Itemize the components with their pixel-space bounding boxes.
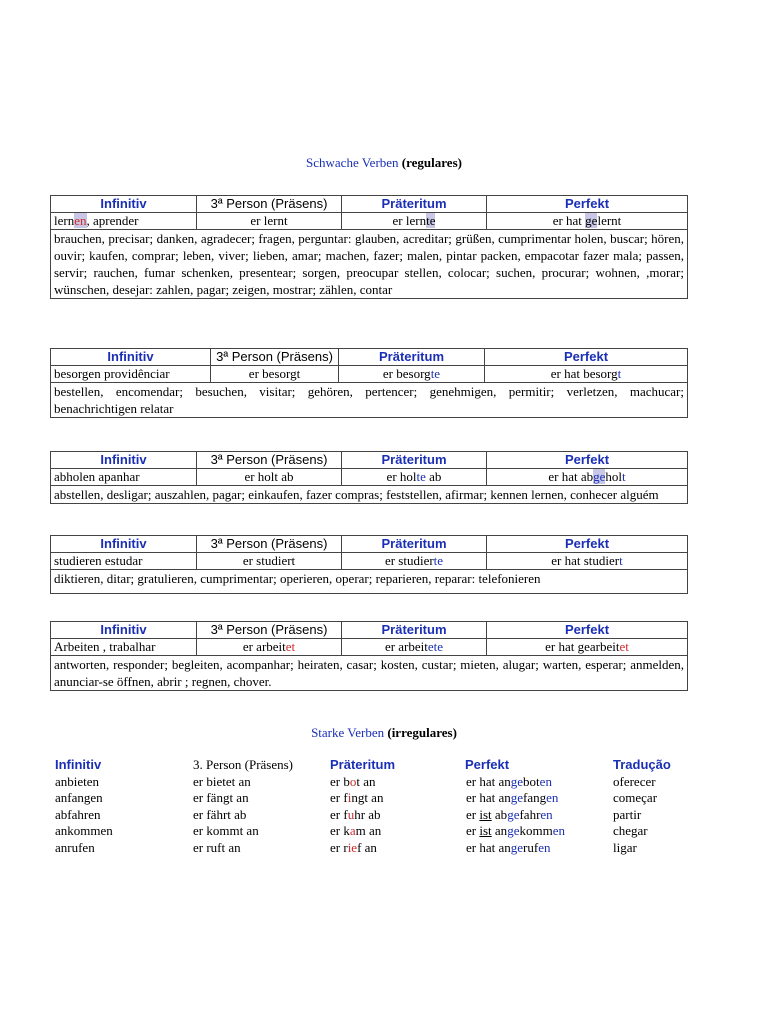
strong-verbs-list [55,757,715,856]
header-perfekt: Perfekt [487,196,688,213]
verb-list-description: diktieren, ditar; gratulieren, cumprimentar; operieren, operar; reparieren, reparar: telefonieren [51,570,688,594]
row-perfekt: er ist abgefahren [466,806,553,822]
header-person: 3ª Person (Präsens) [197,452,342,469]
header-person: 3ª Person (Präsens) [211,349,339,366]
cell-praeteritum: er lernte [342,213,487,230]
row-traducao: oferecer [613,773,656,789]
header-perfekt: Perfekt [485,349,688,366]
row-person: er fährt ab [193,806,247,822]
row-perfekt: er hat angefangen [466,790,559,805]
strong-verbs-header-row [55,757,715,774]
header-perfekt: Perfekt [487,536,688,553]
verb-list-description: antworten, responder; begleiten, acompanhar; heiraten, casar; kosten, custar; mieten, alugar; warten, esperar; anmelden, anunciar-se öffnen, abrir ; regnen, chover. [51,656,688,691]
cell-praeteritum: er holte ab [342,469,487,486]
cell-perfekt: er hat studiert [487,553,688,570]
verb-list-description: bestellen, encomendar; besuchen, visitar; gehören, pertencer; genehmigen, permitir; verletzen, machucar; benachrichtigen relatar [51,383,688,418]
header-praeteritum: Präteritum [339,349,485,366]
cell-infinitiv: Arbeiten , trabalhar [51,639,197,656]
row-infinitiv: anbieten [55,773,100,789]
header-infinitiv: Infinitiv [51,536,197,553]
header-person: 3ª Person (Präsens) [197,622,342,639]
cell-person: er holt ab [197,469,342,486]
cell-praeteritum: er studierte [342,553,487,570]
cell-infinitiv: studieren estudar [51,553,197,570]
header-praeteritum: Präteritum [342,452,487,469]
row-perfekt: er ist angekommen [466,823,565,838]
header-praeteritum: Präteritum [342,536,487,553]
strong-verbs-title [0,725,768,741]
header-praeteritum: Präteritum [342,622,487,639]
row-traducao: chegar [613,823,648,838]
row-traducao: partir [613,806,642,822]
row-person: er bietet an [193,773,251,789]
row-infinitiv: ankommen [55,823,113,838]
header-person: 3. Person (Präsens) [193,757,294,772]
row-person: er ruft an [193,839,241,855]
cell-perfekt: er hat besorgt [485,366,688,383]
strong-verb-row [55,774,715,791]
header-perfekt: Perfekt [487,452,688,469]
row-perfekt: er hat angeboten [466,773,552,789]
header-infinitiv: Infinitiv [51,196,197,213]
header-infinitiv: Infinitiv [51,622,197,639]
verb-table-1 [50,195,688,299]
verb-list-description: abstellen, desligar; auszahlen, pagar; einkaufen, fazer compras; feststellen, afirmar; kennen lernen, conhecer alguém [51,486,688,504]
row-person: er fängt an [193,790,249,805]
row-praeteritum: er fingt an [330,790,384,805]
verb-list-description: brauchen, precisar; danken, agradecer; fragen, perguntar: glauben, acreditar; grüßen, cumprimentar holen, buscar; hören, ouvir; kaufen, comprar; leben, viver; lieben, amar; machen, fazer; malen, pintar packen, empacotar fazer mala; passen, servir; rauchen, fumar schenken, presentear; sorgen, preocupar stellen, colocar; suchen, procurar; wohnen, ,morar; wünschen, desejar: zahlen, pagar; zeigen, mostrar; zählen, contar [51,230,688,299]
header-infinitiv: Infinitiv [51,349,211,366]
row-perfekt: er hat angerufen [466,839,551,855]
strong-verb-row [55,790,715,807]
header-infinitiv: Infinitiv [51,452,197,469]
header-perfekt: Perfekt [487,622,688,639]
header-perfekt: Perfekt [465,757,510,772]
cell-praeteritum: er arbeitete [342,639,487,656]
cell-perfekt: er hat abgeholt [487,469,688,486]
cell-infinitiv: lernen, aprender [51,213,197,230]
header-praeteritum: Präteritum [342,196,487,213]
header-praeteritum: Präteritum [330,757,396,772]
weak-verbs-title-main: Schwache Verben [306,155,399,170]
strong-verb-row [55,823,715,840]
verb-table-2 [50,348,688,418]
row-praeteritum: er bot an [330,773,376,789]
header-person: 3ª Person (Präsens) [197,196,342,213]
strong-verb-row [55,840,715,857]
row-person: er kommt an [193,823,259,838]
cell-praeteritum: er besorgte [339,366,485,383]
row-infinitiv: anfangen [55,790,103,805]
cell-person: er arbeitet [197,639,342,656]
verb-table-3 [50,451,688,504]
row-praeteritum: er kam an [330,823,382,838]
cell-person: er studiert [197,553,342,570]
cell-perfekt: er hat gearbeitet [487,639,688,656]
row-praeteritum: er rief an [330,839,377,855]
cell-person: er besorgt [211,366,339,383]
strong-verb-row [55,807,715,824]
header-infinitiv: Infinitiv [55,757,102,772]
row-traducao: começar [613,790,658,805]
row-praeteritum: er fuhr ab [330,806,381,822]
row-traducao: ligar [613,839,637,855]
strong-verbs-title-main: Starke Verben [311,725,385,740]
verb-table-5 [50,621,688,691]
cell-perfekt: er hat gelernt [487,213,688,230]
cell-person: er lernt [197,213,342,230]
row-infinitiv: abfahren [55,806,101,822]
cell-infinitiv: abholen apanhar [51,469,197,486]
strong-verbs-title-sub: (irregulares) [387,725,457,740]
weak-verbs-title-sub: (regulares) [401,155,462,170]
verb-table-4 [50,535,688,594]
cell-infinitiv: besorgen providênciar [51,366,211,383]
weak-verbs-title [0,155,768,171]
header-traducao: Tradução [613,757,671,772]
row-infinitiv: anrufen [55,839,95,855]
header-person: 3ª Person (Präsens) [197,536,342,553]
